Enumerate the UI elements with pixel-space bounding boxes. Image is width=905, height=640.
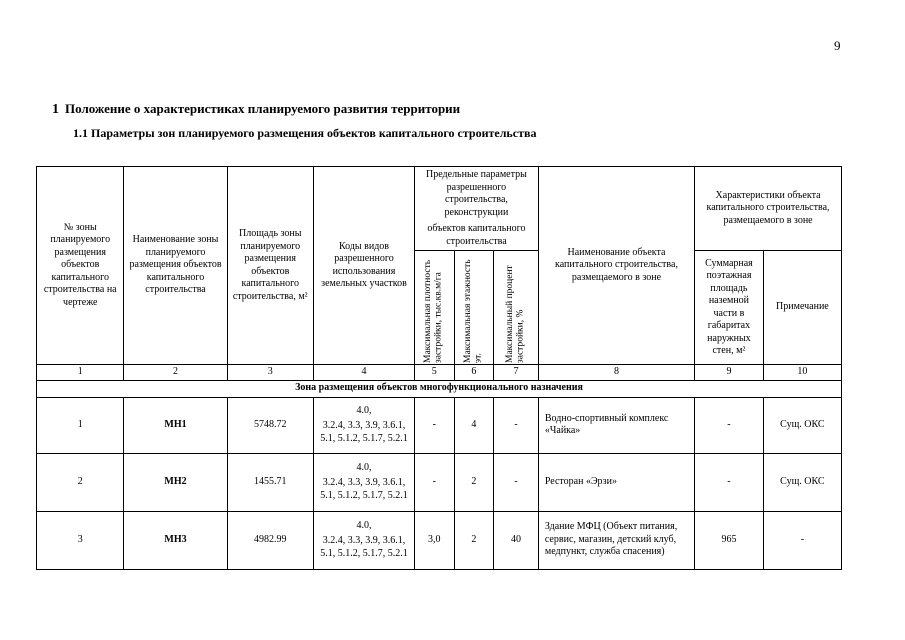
col-num: 6 [454, 365, 494, 381]
column-numbers-row [37, 365, 842, 381]
zone-codes: 3.2.4, 3.3, 3.9, 3.6.1, 5.1, 5.1.2, 5.1.7, 5.2.1 [320, 535, 408, 559]
col-num: 5 [414, 365, 454, 381]
header-percent: Максимальный процент застройки, % [504, 264, 526, 363]
zone-floors: 2 [454, 511, 494, 569]
zone-name: МН3 [124, 511, 227, 569]
zone-name: МН1 [124, 397, 227, 453]
header-codes: Коды видов разрешенного использования земельных участков [313, 167, 414, 365]
col-num: 1 [37, 365, 124, 381]
zone-floor-area: - [695, 397, 764, 453]
header-chars-group: Характеристики объекта капитального строительства, размещаемого в зоне [695, 167, 842, 251]
zone-section-title: Зона размещения объектов многофункционального назначения [37, 380, 842, 397]
page-number: 9 [834, 38, 841, 53]
header-floors: Максимальная этажность эт. [462, 258, 484, 363]
zone-density: - [414, 397, 454, 453]
table-row [37, 453, 842, 511]
zone-floors: 2 [454, 453, 494, 511]
header-floor-area: Суммарная поэтажная площадь наземной части в габаритах наружных стен, м² [695, 251, 764, 365]
zone-code-top: 4.0, [356, 404, 372, 416]
zone-codes: 3.2.4, 3.3, 3.9, 3.6.1, 5.1, 5.1.2, 5.1.7, 5.2.1 [320, 420, 408, 444]
zone-floors: 4 [454, 397, 494, 453]
col-num: 2 [124, 365, 227, 381]
header-floors-cell [454, 251, 494, 365]
header-zone-name: Наименование зоны планируемого размещения объектов капитального строительства [124, 167, 227, 365]
zone-object: Здание МФЦ (Объект питания, сервис, магазин, детский клуб, медпункт, служба спасения) [538, 511, 694, 569]
col-num: 4 [313, 365, 414, 381]
table-row [37, 511, 842, 569]
col-num: 8 [538, 365, 694, 381]
zone-codes-cell [313, 453, 414, 511]
zone-codes-cell [313, 397, 414, 453]
col-num: 3 [227, 365, 313, 381]
section-title-row [37, 380, 842, 397]
subsection-heading: 1.1 Параметры зон планируемого размещения объектов капитального строительства [73, 126, 537, 140]
zone-density: 3,0 [414, 511, 454, 569]
section-heading-text: Положение о характеристиках планируемого развития территории [65, 101, 461, 116]
zone-no: 3 [37, 511, 124, 569]
zone-code-top: 4.0, [356, 519, 372, 531]
col-num: 7 [494, 365, 539, 381]
section-number: 1 [52, 102, 59, 117]
zone-percent: - [494, 397, 539, 453]
zone-codes: 3.2.4, 3.3, 3.9, 3.6.1, 5.1, 5.1.2, 5.1.7, 5.2.1 [320, 477, 408, 501]
header-object-name: Наименование объекта капитального строительства, размещаемого в зоне [538, 167, 694, 365]
zone-percent: - [494, 453, 539, 511]
header-limits-line1: Предельные параметры разрешенного строительства, реконструкции [426, 169, 527, 218]
header-limits-line2: объектов капитального строительства [427, 223, 526, 247]
zone-object: Ресторан «Эрзи» [538, 453, 694, 511]
zone-area: 4982.99 [227, 511, 313, 569]
zone-no: 2 [37, 453, 124, 511]
zone-note: Сущ. ОКС [763, 397, 841, 453]
zone-percent: 40 [494, 511, 539, 569]
zone-density: - [414, 453, 454, 511]
header-percent-cell [494, 251, 539, 365]
table-row [37, 397, 842, 453]
col-num: 10 [763, 365, 841, 381]
zone-no: 1 [37, 397, 124, 453]
header-area: Площадь зоны планируемого размещения объектов капитального строительства, м² [227, 167, 313, 365]
header-zone-no: № зоны планируемого размещения объектов капитального строительства на чертеже [37, 167, 124, 365]
zone-object: Водно-спортивный комплекс «Чайка» [538, 397, 694, 453]
zone-floor-area: 965 [695, 511, 764, 569]
header-note: Примечание [763, 251, 841, 365]
col-num: 9 [695, 365, 764, 381]
header-density: Максимальная плотность застройки, тыс.кв.м/га [423, 259, 444, 363]
section-heading [52, 101, 460, 118]
zones-parameters-table [36, 166, 842, 570]
zone-codes-cell [313, 511, 414, 569]
zone-area: 1455.71 [227, 453, 313, 511]
header-limits-group [414, 167, 538, 251]
zone-area: 5748.72 [227, 397, 313, 453]
zone-name: МН2 [124, 453, 227, 511]
zone-note: - [763, 511, 841, 569]
zone-floor-area: - [695, 453, 764, 511]
zone-note: Сущ. ОКС [763, 453, 841, 511]
zone-code-top: 4.0, [356, 461, 372, 473]
header-density-cell [414, 251, 454, 365]
header-row-top [37, 167, 842, 251]
